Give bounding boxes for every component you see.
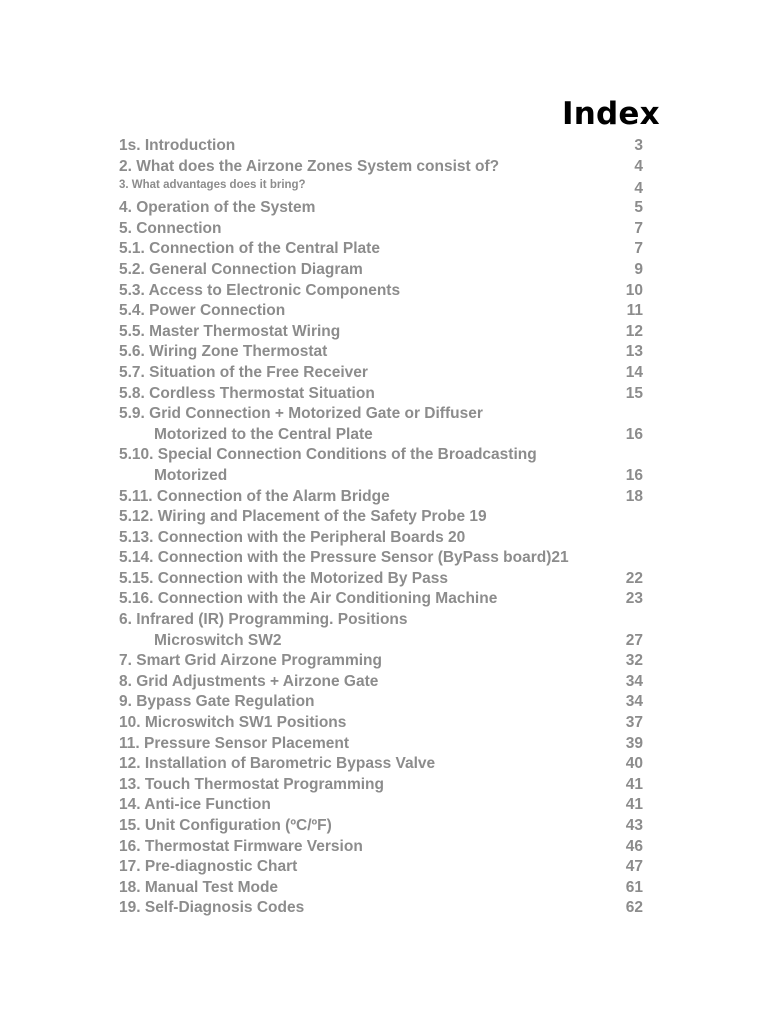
toc-entry[interactable] <box>119 692 649 713</box>
toc-entry-text: 14. Anti-ice Function <box>119 796 271 814</box>
toc-entry-text: 1s. Introduction <box>119 137 236 154</box>
toc-page-number: 47 <box>625 858 643 876</box>
toc-page-number: 4 <box>634 157 643 175</box>
toc-entry[interactable] <box>119 548 649 569</box>
toc-entry-text: 6. Infrared (IR) Programming. Positions <box>119 611 408 629</box>
toc-entry-text: 5.2. General Connection Diagram <box>119 260 363 278</box>
toc-page-number: 22 <box>625 569 643 587</box>
toc-entry-text: 5.15. Connection with the Motorized By Pass <box>119 569 448 587</box>
toc-entry-text: 5.5. Master Thermostat Wiring <box>119 322 341 340</box>
toc-entry-text: Motorized to the Central Plate <box>154 425 373 443</box>
toc-entry[interactable] <box>119 342 649 363</box>
toc-page-number: 9 <box>634 260 643 278</box>
toc-entry[interactable] <box>119 363 649 384</box>
toc-entry-continuation[interactable] <box>119 466 649 487</box>
toc-entry-text: 5. Connection <box>119 219 222 237</box>
toc-entry-text: 5.14. Connection with the Pressure Sensor (ByPass board)21 <box>119 549 569 567</box>
toc-entry[interactable] <box>119 198 649 219</box>
toc-entry-text: 13. Touch Thermostat Programming <box>119 775 384 793</box>
toc-entry[interactable] <box>119 816 649 837</box>
toc-page-number: 4 <box>634 180 643 198</box>
table-of-contents <box>119 136 649 919</box>
toc-entry-text: 5.11. Connection of the Alarm Bridge <box>119 487 390 505</box>
toc-entry[interactable] <box>119 301 649 322</box>
toc-entry[interactable] <box>119 610 649 631</box>
toc-entry-text: 10. Microswitch SW1 Positions <box>119 714 347 732</box>
toc-page-number: 41 <box>625 796 643 814</box>
toc-page-number: 34 <box>625 672 643 690</box>
toc-page-number: 16 <box>625 466 643 484</box>
toc-page-number: 7 <box>634 219 643 237</box>
toc-page-number: 43 <box>625 817 643 834</box>
toc-entry[interactable] <box>119 487 649 508</box>
toc-entry[interactable] <box>119 569 649 590</box>
toc-entry-text: Motorized <box>154 466 228 484</box>
toc-entry-text: 16. Thermostat Firmware Version <box>119 837 363 855</box>
toc-entry[interactable] <box>119 672 649 693</box>
toc-entry[interactable] <box>119 528 649 549</box>
toc-entry-text: 5.8. Cordless Thermostat Situation <box>119 384 375 402</box>
toc-page-number: 18 <box>625 487 643 505</box>
toc-entry[interactable] <box>119 281 649 302</box>
toc-entry[interactable] <box>119 136 649 157</box>
toc-page-number: 27 <box>625 631 643 649</box>
toc-entry-text: 12. Installation of Barometric Bypass Valve <box>119 755 436 773</box>
toc-entry[interactable] <box>119 239 649 260</box>
toc-entry-text: 5.1. Connection of the Central Plate <box>119 240 380 258</box>
toc-page-number: 16 <box>625 425 643 443</box>
toc-entry[interactable] <box>119 507 649 528</box>
toc-entry-text: 8. Grid Adjustments + Airzone Gate <box>119 672 379 690</box>
toc-entry[interactable] <box>119 260 649 281</box>
toc-page-number: 14 <box>625 363 643 381</box>
toc-entry[interactable] <box>119 734 649 755</box>
toc-entry-text: 5.13. Connection with the Peripheral Boards 20 <box>119 528 466 546</box>
toc-entry[interactable] <box>119 404 649 425</box>
toc-entry-text: 5.4. Power Connection <box>119 302 286 320</box>
toc-entry[interactable] <box>119 384 649 405</box>
index-title: Index <box>562 96 660 132</box>
toc-entry-text: 5.6. Wiring Zone Thermostat <box>119 343 328 361</box>
toc-page-number: 61 <box>625 878 643 896</box>
toc-entry[interactable] <box>119 754 649 775</box>
toc-entry-text: 5.12. Wiring and Placement of the Safety Probe 19 <box>119 508 487 526</box>
toc-entry[interactable] <box>119 157 649 178</box>
toc-page-number: 3 <box>634 137 643 154</box>
toc-page-number: 41 <box>625 775 643 793</box>
toc-page-number: 11 <box>626 302 643 320</box>
toc-entry[interactable] <box>119 713 649 734</box>
toc-entry-text: 19. Self-Diagnosis Codes <box>119 899 305 917</box>
toc-page-number: 5 <box>634 199 643 217</box>
toc-entry-text: 5.9. Grid Connection + Motorized Gate or Diffuser <box>119 405 483 423</box>
toc-page-number: 7 <box>634 240 643 258</box>
toc-entry[interactable] <box>119 322 649 343</box>
toc-page-number: 15 <box>625 384 643 402</box>
toc-page-number: 34 <box>625 693 643 711</box>
toc-entry-text: 9. Bypass Gate Regulation <box>119 693 315 711</box>
toc-entry-text: 5.3. Access to Electronic Components <box>119 281 401 299</box>
toc-entry-text: 4. Operation of the System <box>119 199 316 217</box>
toc-entry-text: 11. Pressure Sensor Placement <box>119 734 350 752</box>
toc-entry[interactable] <box>119 857 649 878</box>
toc-page-number: 62 <box>625 899 643 917</box>
toc-entry-continuation[interactable] <box>119 631 649 652</box>
toc-entry-text: 3. What advantages does it bring? <box>119 179 306 192</box>
toc-page-number: 12 <box>625 322 643 340</box>
toc-entry[interactable] <box>119 651 649 672</box>
toc-entry[interactable] <box>119 878 649 899</box>
toc-page-number: 23 <box>625 590 643 608</box>
toc-entry[interactable] <box>119 837 649 858</box>
toc-entry-text: 5.16. Connection with the Air Conditioning Machine <box>119 590 498 608</box>
toc-entry-text: 5.10. Special Connection Conditions of the Broadcasting <box>119 446 537 464</box>
toc-entry-text: 5.7. Situation of the Free Receiver <box>119 363 368 381</box>
toc-entry[interactable] <box>119 589 649 610</box>
toc-page-number: 13 <box>625 343 643 361</box>
toc-entry[interactable] <box>119 775 649 796</box>
toc-page-number: 39 <box>625 734 643 752</box>
toc-entry-text: 15. Unit Configuration (ºC/ºF) <box>119 817 332 834</box>
toc-entry[interactable] <box>119 795 649 816</box>
toc-entry[interactable] <box>119 898 649 919</box>
toc-page-number: 40 <box>625 755 643 773</box>
toc-page-number: 37 <box>625 714 643 732</box>
toc-entry-text: 17. Pre-diagnostic Chart <box>119 858 298 876</box>
toc-page-number: 32 <box>625 652 643 670</box>
toc-entry-text: 2. What does the Airzone Zones System consist of? <box>119 157 500 175</box>
toc-entry-text: Microswitch SW2 <box>154 631 282 649</box>
toc-entry[interactable] <box>119 219 649 240</box>
toc-entry-text: 18. Manual Test Mode <box>119 878 279 896</box>
toc-entry[interactable] <box>119 445 649 466</box>
toc-page-number: 10 <box>625 281 643 299</box>
toc-page-number: 46 <box>625 837 643 855</box>
toc-entry[interactable] <box>119 177 649 198</box>
toc-entry-text: 7. Smart Grid Airzone Programming <box>119 652 382 670</box>
toc-entry-continuation[interactable] <box>119 425 649 446</box>
